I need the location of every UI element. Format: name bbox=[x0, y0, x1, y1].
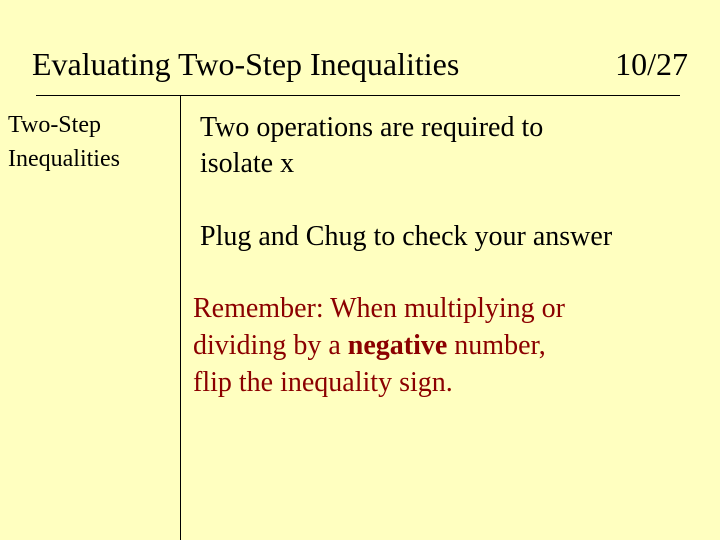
reminder-text: number, bbox=[447, 330, 546, 361]
column-divider bbox=[180, 96, 181, 540]
reminder-line-3: flip the inequality sign. bbox=[193, 367, 453, 398]
emphasis-negative: negative bbox=[347, 330, 448, 361]
note-operations-line-2: isolate x bbox=[200, 148, 295, 179]
topic-label bbox=[8, 108, 120, 176]
note-operations bbox=[200, 110, 680, 182]
header-divider bbox=[36, 95, 680, 96]
reminder-line-1: Remember: When multiplying or bbox=[193, 293, 565, 324]
reminder-note bbox=[193, 290, 565, 401]
reminder-text: dividing by a bbox=[193, 330, 348, 361]
date-label: 10/27 bbox=[615, 46, 688, 82]
note-operations-line-1: Two operations are required to bbox=[200, 112, 544, 143]
reminder-line-2 bbox=[193, 327, 565, 364]
topic-label-line-1: Two-Step bbox=[8, 112, 101, 138]
note-plug-and-chug: Plug and Chug to check your answer bbox=[200, 221, 613, 252]
page-title: Evaluating Two-Step Inequalities bbox=[32, 46, 460, 82]
topic-label-line-2: Inequalities bbox=[8, 146, 120, 172]
